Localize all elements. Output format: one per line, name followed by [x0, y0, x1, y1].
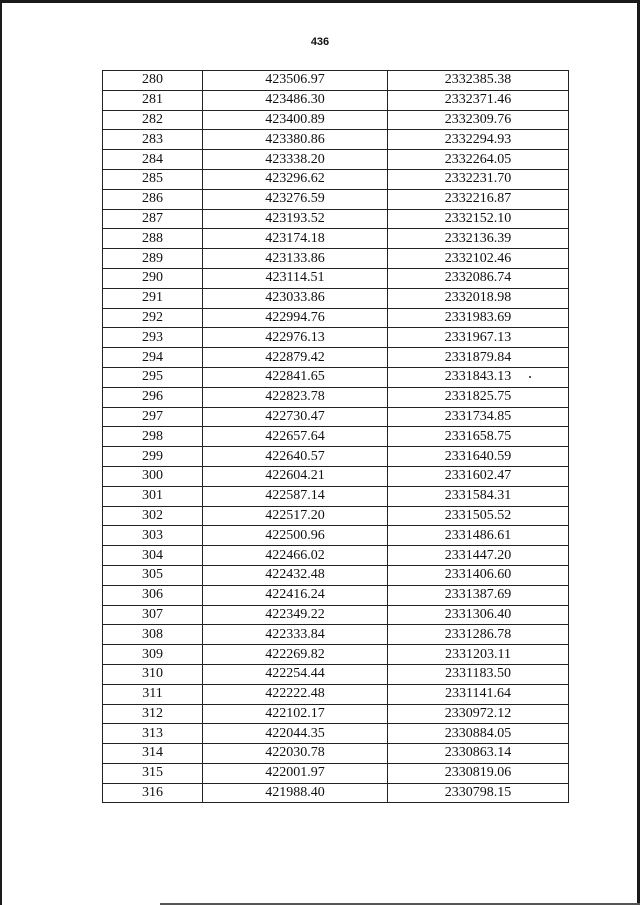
point-number-cell: 300 [103, 466, 203, 486]
x-coordinate-cell: 422879.42 [203, 348, 388, 368]
table-row [103, 466, 569, 486]
table-row [103, 506, 569, 526]
y-coordinate-cell: 2331486.61 [388, 526, 569, 546]
y-coordinate-cell: 2331879.84 [388, 348, 569, 368]
x-coordinate-cell: 423193.52 [203, 209, 388, 229]
point-number-cell: 283 [103, 130, 203, 150]
y-coordinate-cell: 2331825.75 [388, 387, 569, 407]
x-coordinate-cell: 422640.57 [203, 447, 388, 467]
table-row [103, 229, 569, 249]
point-number-cell: 304 [103, 546, 203, 566]
scan-border-left [0, 0, 2, 905]
point-number-cell: 291 [103, 288, 203, 308]
table-row [103, 585, 569, 605]
x-coordinate-cell: 422269.82 [203, 645, 388, 665]
y-coordinate-cell: 2331183.50 [388, 664, 569, 684]
table-row [103, 110, 569, 130]
point-number-cell: 299 [103, 447, 203, 467]
table-row [103, 427, 569, 447]
table-row [103, 447, 569, 467]
y-coordinate-cell: 2331734.85 [388, 407, 569, 427]
x-coordinate-cell: 423174.18 [203, 229, 388, 249]
point-number-cell: 295 [103, 367, 203, 387]
point-number-cell: 308 [103, 625, 203, 645]
y-coordinate-cell: 2331406.60 [388, 565, 569, 585]
x-coordinate-cell: 422416.24 [203, 585, 388, 605]
y-coordinate-cell: 2331141.64 [388, 684, 569, 704]
y-coordinate-cell: 2332216.87 [388, 189, 569, 209]
table-row [103, 328, 569, 348]
y-coordinate-cell: 2332136.39 [388, 229, 569, 249]
y-coordinate-cell: 2331387.69 [388, 585, 569, 605]
y-coordinate-cell: 2330972.12 [388, 704, 569, 724]
point-number-cell: 297 [103, 407, 203, 427]
point-number-cell: 280 [103, 71, 203, 91]
x-coordinate-cell: 423276.59 [203, 189, 388, 209]
table-row [103, 367, 569, 387]
x-coordinate-cell: 422823.78 [203, 387, 388, 407]
point-number-cell: 306 [103, 585, 203, 605]
y-coordinate-cell: 2331983.69 [388, 308, 569, 328]
table-row [103, 605, 569, 625]
point-number-cell: 312 [103, 704, 203, 724]
table-row [103, 546, 569, 566]
coordinate-table-body [103, 71, 569, 803]
point-number-cell: 282 [103, 110, 203, 130]
y-coordinate-cell: 2332086.74 [388, 268, 569, 288]
point-number-cell: 311 [103, 684, 203, 704]
table-row [103, 783, 569, 803]
table-row [103, 625, 569, 645]
point-number-cell: 310 [103, 664, 203, 684]
x-coordinate-cell: 422500.96 [203, 526, 388, 546]
table-row [103, 684, 569, 704]
y-coordinate-cell: 2330798.15 [388, 783, 569, 803]
table-row [103, 526, 569, 546]
x-coordinate-cell: 422030.78 [203, 744, 388, 764]
table-row [103, 565, 569, 585]
table-row [103, 387, 569, 407]
y-coordinate-cell: 2332102.46 [388, 249, 569, 269]
table-row [103, 704, 569, 724]
point-number-cell: 289 [103, 249, 203, 269]
table-row [103, 90, 569, 110]
y-coordinate-cell: 2331505.52 [388, 506, 569, 526]
point-number-cell: 301 [103, 486, 203, 506]
x-coordinate-cell: 422657.64 [203, 427, 388, 447]
x-coordinate-cell: 422222.48 [203, 684, 388, 704]
point-number-cell: 287 [103, 209, 203, 229]
y-coordinate-cell: 2330819.06 [388, 763, 569, 783]
table-row [103, 645, 569, 665]
x-coordinate-cell: 422841.65 [203, 367, 388, 387]
x-coordinate-cell: 422432.48 [203, 565, 388, 585]
table-row [103, 486, 569, 506]
x-coordinate-cell: 423380.86 [203, 130, 388, 150]
scan-speck [529, 376, 531, 378]
point-number-cell: 313 [103, 724, 203, 744]
table-row [103, 407, 569, 427]
point-number-cell: 305 [103, 565, 203, 585]
y-coordinate-cell: 2332309.76 [388, 110, 569, 130]
x-coordinate-cell: 422730.47 [203, 407, 388, 427]
point-number-cell: 286 [103, 189, 203, 209]
y-coordinate-cell: 2332018.98 [388, 288, 569, 308]
table-row [103, 724, 569, 744]
point-number-cell: 309 [103, 645, 203, 665]
y-coordinate-cell: 2330863.14 [388, 744, 569, 764]
y-coordinate-cell: 2332264.05 [388, 150, 569, 170]
x-coordinate-cell: 423296.62 [203, 169, 388, 189]
table-row [103, 150, 569, 170]
y-coordinate-cell: 2332294.93 [388, 130, 569, 150]
y-coordinate-cell: 2332231.70 [388, 169, 569, 189]
point-number-cell: 307 [103, 605, 203, 625]
y-coordinate-cell: 2331584.31 [388, 486, 569, 506]
table-row [103, 308, 569, 328]
x-coordinate-cell: 422466.02 [203, 546, 388, 566]
y-coordinate-cell: 2330884.05 [388, 724, 569, 744]
table-row [103, 664, 569, 684]
point-number-cell: 281 [103, 90, 203, 110]
point-number-cell: 290 [103, 268, 203, 288]
x-coordinate-cell: 423400.89 [203, 110, 388, 130]
x-coordinate-cell: 422254.44 [203, 664, 388, 684]
x-coordinate-cell: 422994.76 [203, 308, 388, 328]
point-number-cell: 302 [103, 506, 203, 526]
y-coordinate-cell: 2331967.13 [388, 328, 569, 348]
x-coordinate-cell: 422102.17 [203, 704, 388, 724]
y-coordinate-cell: 2332152.10 [388, 209, 569, 229]
x-coordinate-cell: 423133.86 [203, 249, 388, 269]
table-row [103, 71, 569, 91]
point-number-cell: 315 [103, 763, 203, 783]
y-coordinate-cell: 2332371.46 [388, 90, 569, 110]
x-coordinate-cell: 422587.14 [203, 486, 388, 506]
y-coordinate-cell: 2331843.13 [388, 367, 569, 387]
point-number-cell: 294 [103, 348, 203, 368]
point-number-cell: 293 [103, 328, 203, 348]
y-coordinate-cell: 2332385.38 [388, 71, 569, 91]
coordinate-table [102, 70, 569, 803]
point-number-cell: 296 [103, 387, 203, 407]
table-row [103, 744, 569, 764]
table-row [103, 268, 569, 288]
x-coordinate-cell: 422001.97 [203, 763, 388, 783]
point-number-cell: 292 [103, 308, 203, 328]
table-row [103, 169, 569, 189]
x-coordinate-cell: 422604.21 [203, 466, 388, 486]
x-coordinate-cell: 421988.40 [203, 783, 388, 803]
y-coordinate-cell: 2331447.20 [388, 546, 569, 566]
point-number-cell: 285 [103, 169, 203, 189]
page-number: 436 [310, 36, 330, 48]
point-number-cell: 284 [103, 150, 203, 170]
table-row [103, 763, 569, 783]
x-coordinate-cell: 422976.13 [203, 328, 388, 348]
x-coordinate-cell: 423338.20 [203, 150, 388, 170]
y-coordinate-cell: 2331640.59 [388, 447, 569, 467]
x-coordinate-cell: 422333.84 [203, 625, 388, 645]
y-coordinate-cell: 2331602.47 [388, 466, 569, 486]
table-row [103, 288, 569, 308]
table-row [103, 348, 569, 368]
point-number-cell: 288 [103, 229, 203, 249]
table-row [103, 249, 569, 269]
x-coordinate-cell: 423033.86 [203, 288, 388, 308]
table-row [103, 189, 569, 209]
x-coordinate-cell: 422044.35 [203, 724, 388, 744]
x-coordinate-cell: 422517.20 [203, 506, 388, 526]
y-coordinate-cell: 2331286.78 [388, 625, 569, 645]
point-number-cell: 303 [103, 526, 203, 546]
x-coordinate-cell: 423506.97 [203, 71, 388, 91]
y-coordinate-cell: 2331203.11 [388, 645, 569, 665]
table-row [103, 209, 569, 229]
scan-border-top [0, 0, 640, 3]
x-coordinate-cell: 423114.51 [203, 268, 388, 288]
y-coordinate-cell: 2331306.40 [388, 605, 569, 625]
y-coordinate-cell: 2331658.75 [388, 427, 569, 447]
point-number-cell: 314 [103, 744, 203, 764]
table-row [103, 130, 569, 150]
point-number-cell: 316 [103, 783, 203, 803]
x-coordinate-cell: 423486.30 [203, 90, 388, 110]
point-number-cell: 298 [103, 427, 203, 447]
x-coordinate-cell: 422349.22 [203, 605, 388, 625]
